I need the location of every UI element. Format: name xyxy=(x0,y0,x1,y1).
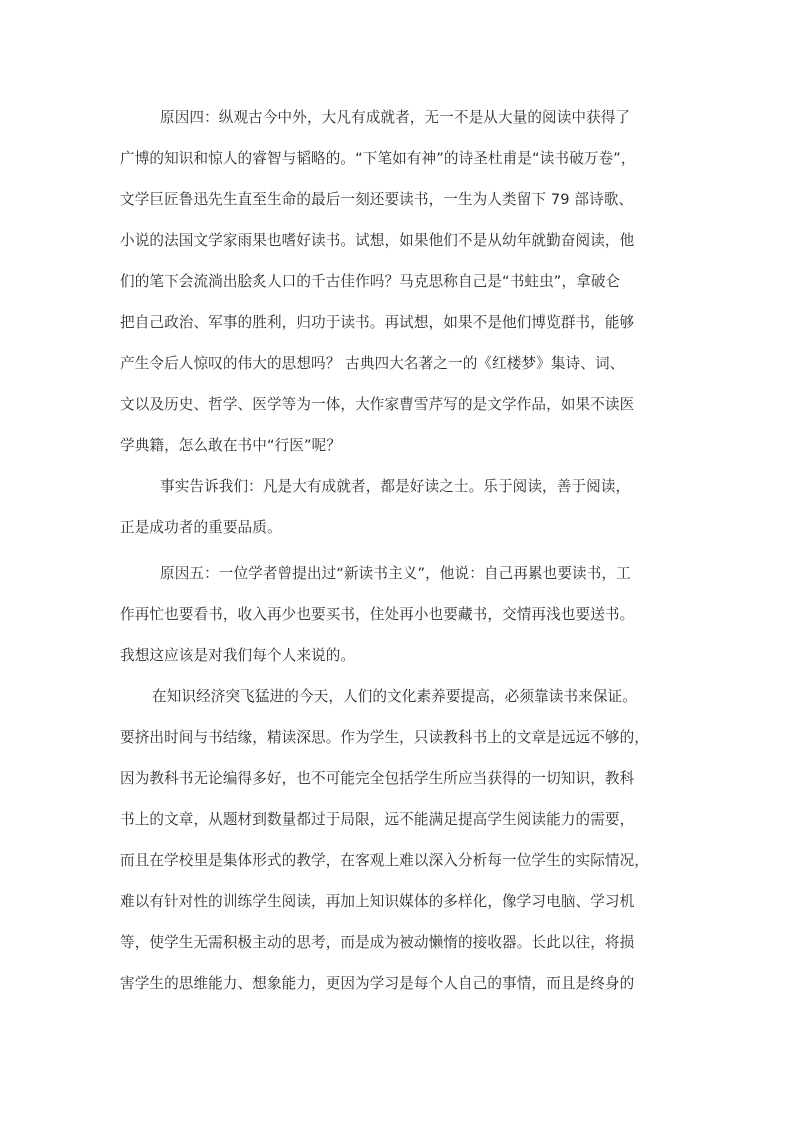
text-line: 广博的知识和惊人的睿智与韬略的。“下笔如有神”的诗圣杜甫是“读书破万卷”， xyxy=(120,150,636,167)
text-line: 把自己政治、军事的胜利，归功于读书。再试想，如果不是他们博览群书，能够 xyxy=(120,314,635,331)
text-line: 我想这应该是对我们每个人来说的。 xyxy=(120,647,356,664)
text-line: 学典籍，怎么敢在书中“行医”呢？ xyxy=(120,437,342,454)
text-line: 原因四：纵观古今中外，大凡有成就者，无一不是从大量的阅读中获得了 xyxy=(160,109,631,126)
text-line: 难以有针对性的训练学生阅读，再加上知识媒体的多样化，像学习电脑、学习机 xyxy=(120,893,635,910)
text-line: 正是成功者的重要品质。 xyxy=(120,519,282,536)
text-line: 文学巨匠鲁迅先生直至生命的最后一刻还要读书，一生为人类留下 79 部诗歌、 xyxy=(120,191,634,208)
text-line: 因为教科书无论编得多好，也不可能完全包括学生所应当获得的一切知识，教科 xyxy=(120,770,635,787)
text-line: 而且在学校里是集体形式的教学，在客观上难以深入分析每一位学生的实际情况， xyxy=(120,852,649,869)
text-line: 在知识经济突飞猛进的今天，人们的文化素养要提高，必须靠读书来保证。 xyxy=(152,688,637,705)
text-line: 小说的法国文学家雨果也嗜好读书。试想，如果他们不是从幼年就勤奋阅读，他 xyxy=(120,232,635,249)
text-line: 事实告诉我们：凡是大有成就者，都是好读之士。乐于阅读，善于阅读， xyxy=(160,478,631,495)
text-line: 们的笔下会流淌出脍炙人口的千古佳作吗？马克思称自己是“书蛀虫”，拿破仑 xyxy=(120,273,621,290)
text-line: 原因五：一位学者曾提出过“新读书主义”，他说：自己再累也要读书，工 xyxy=(160,565,631,582)
text-line: 文以及历史、哲学、医学等为一体，大作家曹雪芹写的是文学作品，如果不读医 xyxy=(120,396,635,413)
text-line: 要挤出时间与书结缘，精读深思。作为学生，只读教科书上的文章是远远不够的， xyxy=(120,729,649,746)
text-line: 等，使学生无需积极主动的思考，而是成为被动懒惰的接收器。长此以往，将损 xyxy=(120,934,635,951)
text-line: 书上的文章，从题材到数量都过于局限，远不能满足提高学生阅读能力的需要， xyxy=(120,811,635,828)
text-line: 产生令后人惊叹的伟大的思想吗？ 古典四大名著之一的《红楼梦》集诗、词、 xyxy=(120,355,625,372)
text-line: 害学生的思维能力、想象能力，更因为学习是每个人自己的事情，而且是终身的 xyxy=(120,975,635,992)
text-line: 作再忙也要看书，收入再少也要买书，住处再小也要藏书，交情再浅也要送书。 xyxy=(120,606,635,623)
